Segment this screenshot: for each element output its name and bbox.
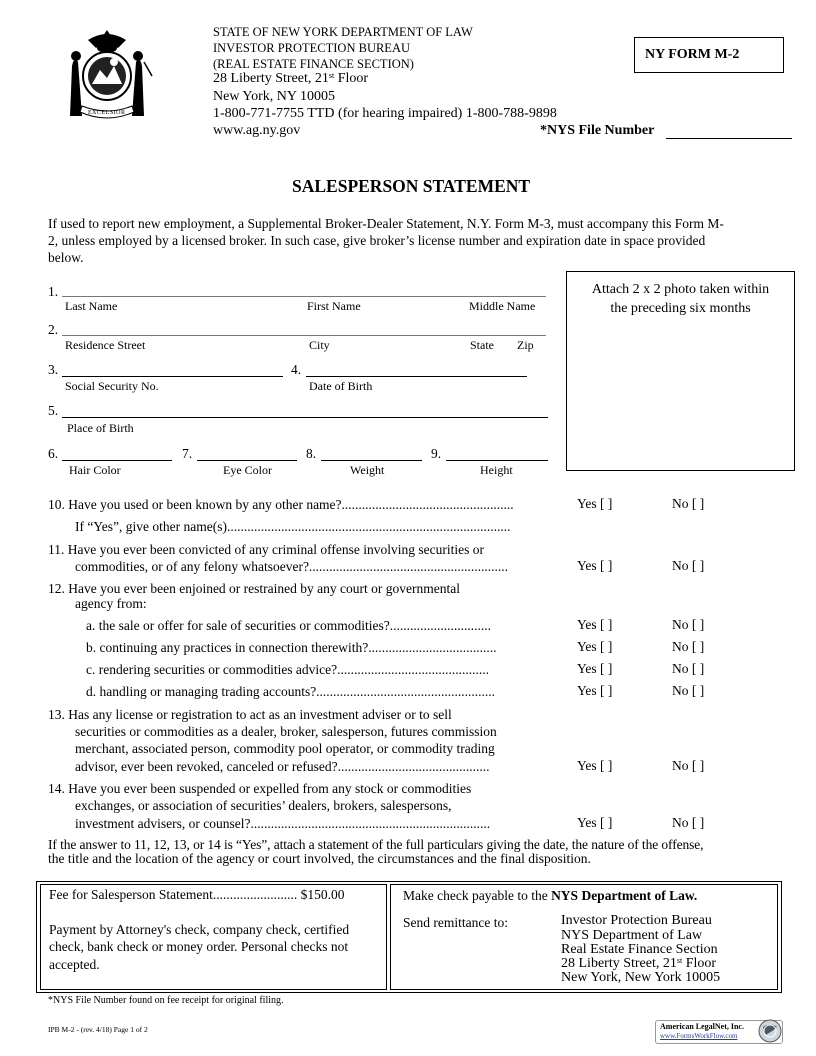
question-13-line-3: merchant, associated person, commodity pool operator, or commodity trading bbox=[75, 741, 495, 756]
remit-line-3: Real Estate Finance Section bbox=[561, 942, 718, 957]
q10-no[interactable]: No [ ] bbox=[672, 496, 705, 511]
field-4-number: 4. bbox=[291, 362, 302, 377]
payment-line-2: check, bank check or money order. Personal checks not bbox=[49, 939, 349, 954]
residence-label: Residence Street bbox=[65, 338, 146, 352]
q12b-yes[interactable]: Yes [ ] bbox=[577, 639, 613, 654]
zip-label: Zip bbox=[517, 338, 534, 352]
field-1-number: 1. bbox=[48, 284, 59, 299]
fee-box-left bbox=[40, 884, 387, 990]
q12d-yes[interactable]: Yes [ ] bbox=[577, 683, 613, 698]
question-11-line-2: commodities, or of any felony whatsoever?........................................................... bbox=[75, 559, 509, 574]
fee-box-right bbox=[390, 884, 778, 990]
payment-line-3: accepted. bbox=[49, 957, 100, 972]
weight-label: Weight bbox=[350, 463, 385, 477]
header-agency: STATE OF NEW YORK DEPARTMENT OF LAW bbox=[213, 25, 473, 39]
header-city: New York, NY 10005 bbox=[213, 89, 335, 104]
q12c-yes[interactable]: Yes [ ] bbox=[577, 661, 613, 676]
hair-label: Hair Color bbox=[69, 463, 121, 477]
file-number-label: *NYS File Number bbox=[540, 123, 655, 138]
hair-input[interactable] bbox=[62, 446, 172, 461]
question-11-line-1: 11. Have you ever been convicted of any criminal offense involving securities or bbox=[48, 542, 484, 557]
remit-line-2: NYS Department of Law bbox=[561, 928, 703, 943]
photo-box[interactable] bbox=[566, 271, 795, 471]
eye-input[interactable] bbox=[197, 446, 297, 461]
intro-line-2: 2, unless employed by a licensed broker. In such case, give broker’s license number and expiration date in space provided bbox=[48, 233, 706, 248]
logo-name: American LegalNet, Inc. bbox=[660, 1022, 744, 1031]
header-address: 28 Liberty Street, 21st Floor bbox=[213, 71, 369, 86]
header-section: (REAL ESTATE FINANCE SECTION) bbox=[213, 57, 414, 71]
field-9-number: 9. bbox=[431, 446, 442, 461]
q12a-yes[interactable]: Yes [ ] bbox=[577, 617, 613, 632]
question-12d: d. handling or managing trading accounts?..................................................... bbox=[86, 684, 496, 699]
question-14-line-2: exchanges, or association of securities’ dealers, brokers, salespersons, bbox=[75, 798, 452, 813]
remit-city: New York, New York 10005 bbox=[561, 970, 721, 985]
question-10-other-names: If “Yes”, give other name(s).................................................................................... bbox=[75, 519, 511, 534]
q11-no[interactable]: No [ ] bbox=[672, 558, 705, 573]
eye-label: Eye Color bbox=[223, 463, 272, 477]
payable-to: Make check payable to the NYS Department of Law. bbox=[403, 888, 698, 903]
question-12c: c. rendering securities or commodities advice?............................................. bbox=[86, 662, 490, 677]
q11-yes[interactable]: Yes [ ] bbox=[577, 558, 613, 573]
q14-yes[interactable]: Yes [ ] bbox=[577, 815, 613, 830]
file-number-input[interactable] bbox=[666, 124, 792, 139]
field-2-number: 2. bbox=[48, 322, 59, 337]
name-input[interactable] bbox=[62, 282, 546, 297]
q12d-no[interactable]: No [ ] bbox=[672, 683, 705, 698]
logo-url: www.FormsWorkFlow.com bbox=[660, 1032, 738, 1040]
remit-address: 28 Liberty Street, 21st Floor bbox=[561, 956, 717, 971]
globe-icon bbox=[757, 1018, 783, 1044]
question-12-line-2: agency from: bbox=[75, 596, 147, 611]
page-title: SALESPERSON STATEMENT bbox=[292, 176, 531, 196]
field-5-number: 5. bbox=[48, 403, 59, 418]
height-label: Height bbox=[480, 463, 513, 477]
middle-name-label: Middle Name bbox=[469, 299, 536, 313]
question-12b: b. continuing any practices in connection therewith?...................................... bbox=[86, 640, 497, 655]
question-10: 10. Have you used or been known by any other name?................................................... bbox=[48, 497, 514, 512]
q10-yes[interactable]: Yes [ ] bbox=[577, 496, 613, 511]
header-bureau: INVESTOR PROTECTION BUREAU bbox=[213, 41, 410, 55]
seal-motto: EXCELSIOR bbox=[88, 110, 126, 116]
q13-yes[interactable]: Yes [ ] bbox=[577, 758, 613, 773]
question-12-line-1: 12. Have you ever been enjoined or restrained by any court or governmental bbox=[48, 581, 460, 596]
height-input[interactable] bbox=[446, 446, 548, 461]
dob-label: Date of Birth bbox=[309, 379, 373, 393]
question-14-line-1: 14. Have you ever been suspended or expelled from any stock or commodities bbox=[48, 781, 472, 796]
last-name-label: Last Name bbox=[65, 299, 118, 313]
payment-line-1: Payment by Attorney's check, company check, certified bbox=[49, 922, 350, 937]
field-8-number: 8. bbox=[306, 446, 317, 461]
state-label: State bbox=[470, 338, 494, 352]
intro-line-3: below. bbox=[48, 250, 84, 265]
form-code: IPB M-2 - (rev. 4/18) Page 1 of 2 bbox=[48, 1025, 148, 1034]
photo-instruction-1: Attach 2 x 2 photo taken within bbox=[591, 282, 770, 297]
q14-no[interactable]: No [ ] bbox=[672, 815, 705, 830]
header-phone: 1-800-771-7755 TTD (for hearing impaired) 1-800-788-9898 bbox=[213, 106, 557, 121]
remit-line-1: Investor Protection Bureau bbox=[561, 913, 712, 928]
intro-line-1: If used to report new employment, a Supplemental Broker-Dealer Statement, N.Y. Form M-3, must accompany this Form M- bbox=[48, 216, 724, 231]
residence-input[interactable] bbox=[62, 321, 546, 336]
q13-no[interactable]: No [ ] bbox=[672, 758, 705, 773]
field-7-number: 7. bbox=[182, 446, 193, 461]
header-website: www.ag.ny.gov bbox=[213, 123, 301, 138]
question-13-line-2: securities or commodities as a dealer, broker, salesperson, futures commission bbox=[75, 724, 497, 739]
ssn-input[interactable] bbox=[62, 362, 283, 377]
footnote: *NYS File Number found on fee receipt for original filing. bbox=[48, 995, 284, 1006]
form-id-box bbox=[634, 37, 784, 73]
ssn-label: Social Security No. bbox=[65, 379, 159, 393]
pob-input[interactable] bbox=[62, 403, 548, 418]
weight-input[interactable] bbox=[321, 446, 422, 461]
photo-instruction-2: the preceding six months bbox=[610, 301, 751, 316]
note-line-1: If the answer to 11, 12, 13, or 14 is “Yes”, attach a statement of the full particulars giving the date, the nature of the offense, bbox=[48, 837, 704, 852]
first-name-label: First Name bbox=[307, 299, 361, 313]
question-13-line-4: advisor, ever been revoked, canceled or refused?............................................. bbox=[75, 759, 490, 774]
city-label: City bbox=[309, 338, 330, 352]
field-6-number: 6. bbox=[48, 446, 59, 461]
q12a-no[interactable]: No [ ] bbox=[672, 617, 705, 632]
pob-label: Place of Birth bbox=[67, 421, 134, 435]
q12c-no[interactable]: No [ ] bbox=[672, 661, 705, 676]
remit-label: Send remittance to: bbox=[403, 915, 508, 930]
note-line-2: the title and the location of the agency or court involved, the circumstances and the final disposition. bbox=[48, 851, 591, 866]
fee-label: Fee for Salesperson Statement......................... $150.00 bbox=[49, 887, 345, 902]
question-12a: a. the sale or offer for sale of securities or commodities?.............................. bbox=[86, 618, 492, 633]
question-14-line-3: investment advisers, or counsel?....................................................................... bbox=[75, 816, 491, 831]
dob-input[interactable] bbox=[306, 362, 527, 377]
field-3-number: 3. bbox=[48, 362, 59, 377]
q12b-no[interactable]: No [ ] bbox=[672, 639, 705, 654]
question-13-line-1: 13. Has any license or registration to act as an investment adviser or to sell bbox=[48, 707, 452, 722]
form-id: NY FORM M-2 bbox=[645, 47, 740, 62]
